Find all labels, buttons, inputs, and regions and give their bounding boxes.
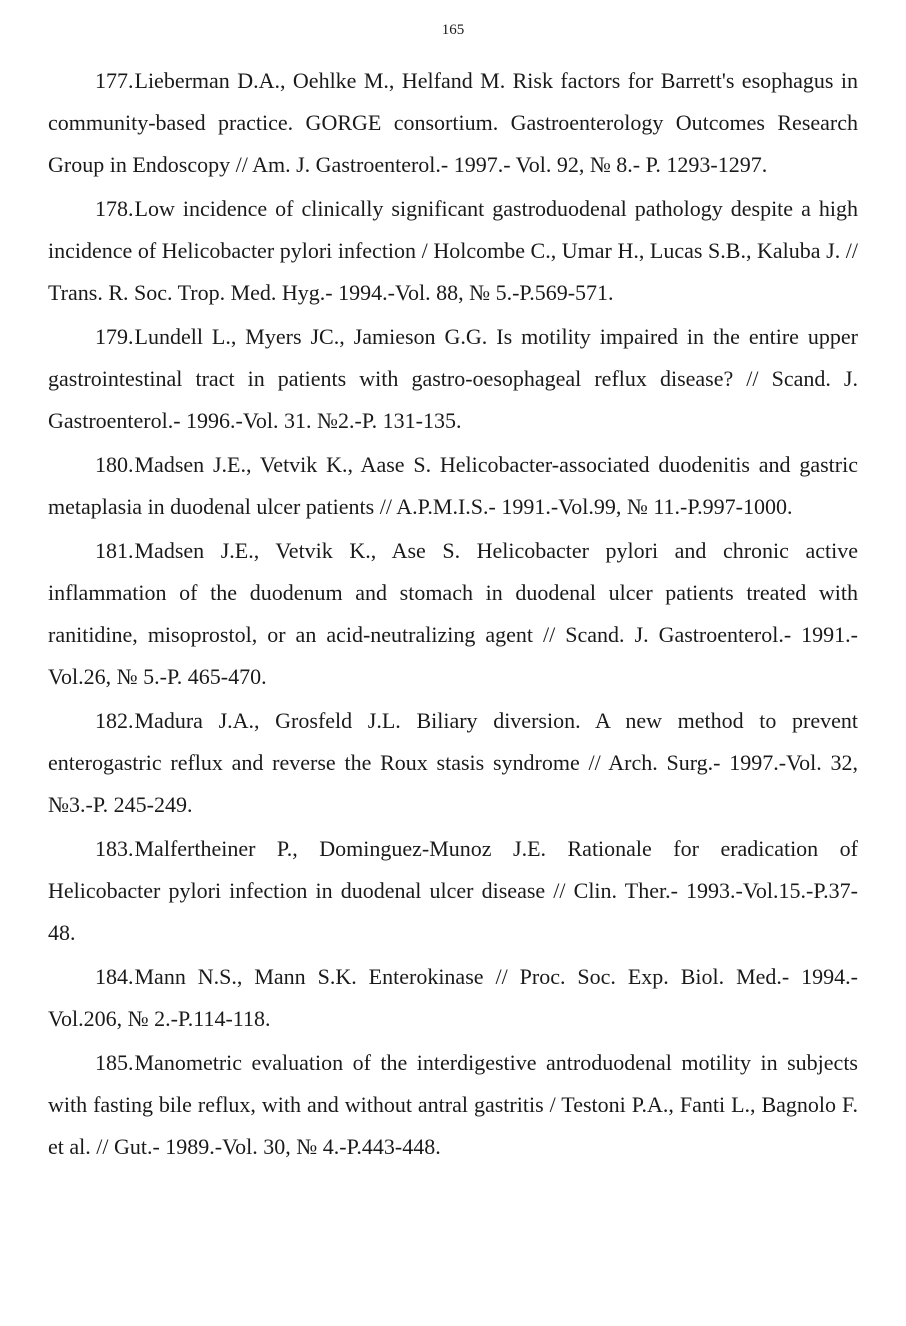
reference-item [48, 316, 858, 442]
reference-text: Malfertheiner P., Dominguez-Munoz J.E. Rationale for eradication of Helicobacter pylori infection in duodenal ulcer disease // Clin. Ther.- 1993.-Vol.15.-P.37-48. [48, 836, 858, 945]
reference-item [48, 700, 858, 826]
reference-text: Madura J.A., Grosfeld J.L. Biliary diversion. A new method to prevent enterogastric reflux and reverse the Roux stasis syndrome // Arch. Surg.- 1997.-Vol. 32, №3.-P. 245-249. [48, 708, 858, 817]
reference-item [48, 1042, 858, 1168]
reference-number: 184. [95, 964, 134, 989]
reference-number: 179. [95, 324, 134, 349]
reference-number: 180. [95, 452, 134, 477]
page-number: 165 [441, 22, 465, 38]
reference-number: 182. [95, 708, 134, 733]
reference-item [48, 188, 858, 314]
reference-item [48, 956, 858, 1040]
reference-list [48, 60, 858, 1170]
reference-item [48, 530, 858, 698]
reference-item [48, 828, 858, 954]
reference-number: 181. [95, 538, 134, 563]
reference-number: 178. [95, 196, 134, 221]
reference-text: Lieberman D.A., Oehlke M., Helfand M. Risk factors for Barrett's esophagus in community-based practice. GORGE consortium. Gastroenterology Outcomes Research Group in Endoscopy // Am. J. Gastroenterol.- 1997.- Vol. 92, № 8.- P. 1293-1297. [48, 68, 858, 177]
reference-number: 185. [95, 1050, 134, 1075]
reference-text: Lundell L., Myers JC., Jamieson G.G. Is motility impaired in the entire upper gastrointestinal tract in patients with gastro-oesophageal reflux disease? // Scand. J. Gastroenterol.- 1996.-Vol. 31. №2.-P. 131-135. [48, 324, 858, 433]
reference-text: Madsen J.E., Vetvik K., Aase S. Helicobacter-associated duodenitis and gastric metaplasia in duodenal ulcer patients // A.P.M.I.S.- 1991.-Vol.99, № 11.-P.997-1000. [48, 452, 858, 519]
reference-text: Manometric evaluation of the interdigestive antroduodenal motility in subjects with fasting bile reflux, with and without antral gastritis / Testoni P.A., Fanti L., Bagnolo F. et al. // Gut.- 1989.-Vol. 30, № 4.-P.443-448. [48, 1050, 858, 1159]
reference-number: 183. [95, 836, 134, 861]
reference-text: Madsen J.E., Vetvik K., Ase S. Helicobacter pylori and chronic active inflammation of the duodenum and stomach in duodenal ulcer patients treated with ranitidine, misoprostol, or an acid-neutralizing agent // Scand. J. Gastroenterol.- 1991.-Vol.26, № 5.-P. 465-470. [48, 538, 858, 689]
reference-text: Mann N.S., Mann S.K. Enterokinase // Proc. Soc. Exp. Biol. Med.- 1994.-Vol.206, № 2.-P.114-118. [48, 964, 858, 1031]
reference-item [48, 444, 858, 528]
reference-text: Low incidence of clinically significant gastroduodenal pathology despite a high incidence of Helicobacter pylori infection / Holcombe C., Umar H., Lucas S.B., Kaluba J. // Trans. R. Soc. Trop. Med. Hyg.- 1994.-Vol. 88, № 5.-P.569-571. [48, 196, 858, 305]
reference-number: 177. [95, 68, 134, 93]
reference-item [48, 60, 858, 186]
